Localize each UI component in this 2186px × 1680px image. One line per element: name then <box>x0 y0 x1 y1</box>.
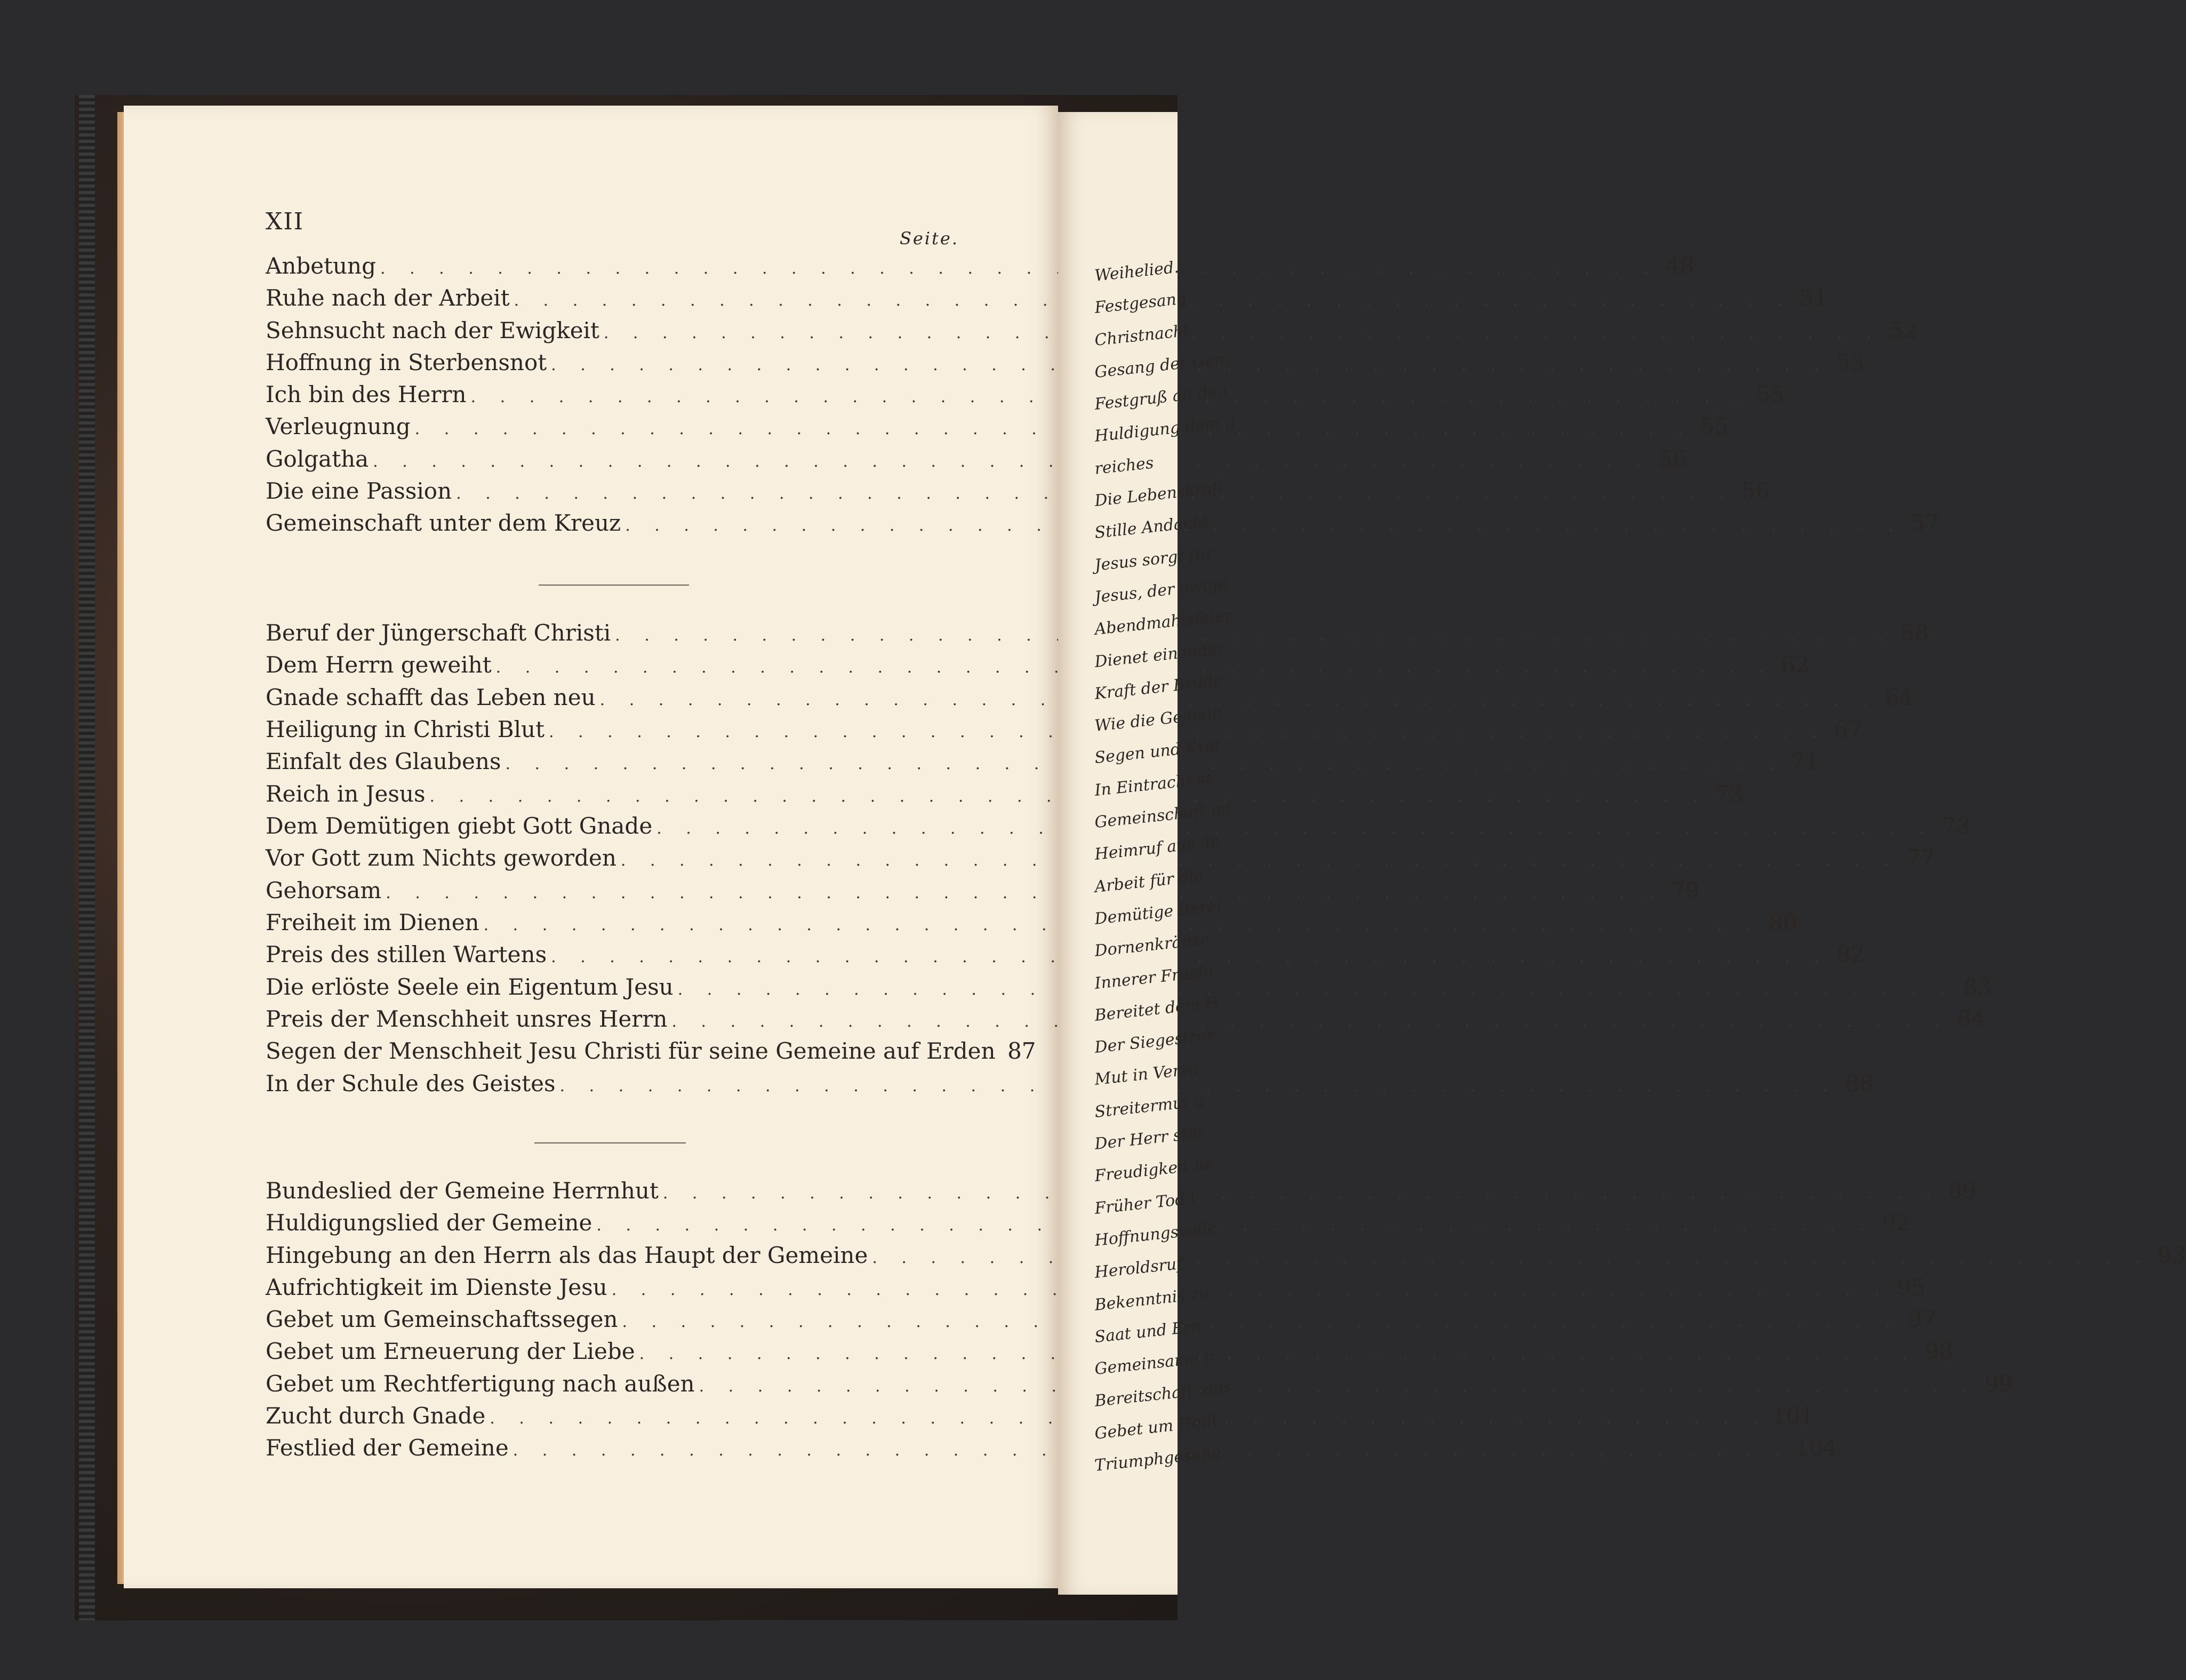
facing-page-line: In Eintracht st <box>1093 769 1213 800</box>
facing-page-line: Hoffnungsvolle <box>1093 1219 1218 1250</box>
facing-page-line: Gemeinschaft mi <box>1093 799 1232 833</box>
toc-entry-page: 73 <box>1715 780 1744 807</box>
facing-page-line: Der Herr stär <box>1093 1123 1206 1154</box>
toc-entry-page: 77 <box>1906 845 1935 871</box>
book-spine-edge <box>79 95 95 1620</box>
toc-entry-page: 80 <box>1768 909 1798 936</box>
toc-entry-page: 56 <box>1741 478 1770 505</box>
dot-leader <box>612 1281 1889 1299</box>
dot-leader <box>621 851 1899 870</box>
toc-entry-title: Bundeslied der Gemeine Herrnhut <box>266 1178 659 1204</box>
toc-entry-page: 98 <box>1924 1338 1953 1365</box>
toc-entry-title: Sehnsucht nach der Ewigkeit <box>266 317 599 343</box>
toc-entry-title: Anbetung <box>266 253 376 279</box>
dot-leader <box>656 819 1934 838</box>
dot-leader <box>373 452 1651 471</box>
facing-page-line: Kraft der Brude <box>1093 671 1224 703</box>
dot-leader <box>678 980 1956 999</box>
toc-entry-page: 93 <box>2157 1242 2186 1268</box>
toc-entry-page: 87 <box>1007 1038 1036 1065</box>
section-divider <box>534 1142 686 1143</box>
dot-leader <box>415 420 1693 438</box>
toc-entry-title: Ich bin des Herrn <box>266 381 467 408</box>
toc-entry-page: 53 <box>1836 349 1865 375</box>
facing-page-line: Jesus, der ewige <box>1093 574 1228 607</box>
toc-entry-title: Die erlöste Seele ein Eigentum Jesu <box>266 973 674 1000</box>
facing-page-line: reiches <box>1093 453 1155 478</box>
toc-entry-page: 48 <box>1665 253 1694 279</box>
toc-entry-title: Gemeinschaft unter dem Kreuz <box>266 510 621 537</box>
facing-page-line: Gesang der Gem <box>1093 349 1231 382</box>
facing-page-line: Segen und Kraf <box>1093 735 1222 768</box>
facing-page-line: Gemeinsame fr <box>1093 1347 1219 1379</box>
dot-leader <box>625 516 1903 535</box>
toc-entry-page: 52 <box>1889 317 1918 343</box>
facing-page-line: Früher Tod i <box>1093 1188 1196 1218</box>
toc-entry-title: Segen der Menschheit Jesu Christi für seine Gemeine auf Erden <box>266 1038 996 1065</box>
dot-leader <box>600 691 1878 709</box>
toc-entry-title: Beruf der Jüngerschaft Christi <box>266 620 611 646</box>
facing-page-line: Festgruß an den <box>1093 381 1228 414</box>
dot-leader <box>604 324 1881 342</box>
toc-entry-page: 58 <box>1900 620 1929 646</box>
dot-leader <box>386 884 1663 902</box>
facing-page-line: Der Siegestrar <box>1093 1026 1215 1058</box>
toc-entry-title: In der Schule des Geistes <box>266 1070 556 1097</box>
toc-entry <box>266 1038 1036 1070</box>
toc-entry-title: Gebet um Gemeinschaftssegen <box>266 1306 618 1333</box>
toc-entry-title: Hingebung an den Herrn als das Haupt der Gemeine <box>266 1242 868 1268</box>
page-number: XII <box>266 208 305 235</box>
facing-page-line: Saat und Ern <box>1093 1316 1203 1347</box>
toc-entry-title: Gnade schafft das Leben neu <box>266 684 596 710</box>
facing-page-line: Wie die Gemein <box>1093 703 1223 736</box>
dot-leader <box>615 626 1893 645</box>
toc-entry-title: Gehorsam <box>266 877 382 903</box>
toc-entry-page: 62 <box>1781 652 1810 678</box>
toc-entry-page: 57 <box>1910 510 1939 537</box>
facing-page-line: Mut in Versu <box>1093 1060 1200 1090</box>
facing-page-line: Demütige Berei <box>1093 897 1223 929</box>
toc-entry-title: Verleugnung <box>266 413 411 440</box>
facing-page-line: Jesus sorgt für <box>1093 543 1214 575</box>
toc-entry-title: Ruhe nach der Arbeit <box>266 285 510 311</box>
toc-entry-title: Huldigungslied der Gemeine <box>266 1210 592 1236</box>
facing-page-line: Christnacht <box>1093 321 1191 350</box>
dot-leader <box>671 1012 1949 1031</box>
facing-page-line: Triumphgesang <box>1093 1443 1223 1475</box>
toc-entry-title: Zucht durch Gnade <box>266 1403 486 1429</box>
toc-entry-page: 92 <box>1881 1210 1911 1236</box>
facing-page-line: Festgesang <box>1093 289 1188 318</box>
toc-entry-title: Hoffnung in Sterbensnot <box>266 349 547 375</box>
facing-page-line: Dienet einander <box>1093 639 1226 671</box>
toc-entry-title: Dem Herrn geweiht <box>266 652 492 678</box>
toc-entry-title: Festlied der Gemeine <box>266 1435 509 1461</box>
toc-entry-page: 79 <box>1671 877 1700 903</box>
toc-entry-page: 67 <box>1834 716 1863 743</box>
dot-leader <box>639 1345 1917 1363</box>
toc-entry-page: 89 <box>1948 1178 1977 1204</box>
toc-entry-page: 84 <box>1957 1006 1986 1033</box>
toc-entry-title: Die eine Passion <box>266 478 452 505</box>
dot-leader <box>699 1377 1977 1396</box>
toc-entry-page: 64 <box>1885 684 1914 710</box>
toc-entry-title: Reich in Jesus <box>266 780 426 807</box>
toc-entry-title: Preis der Menschheit unsres Herrn <box>266 1006 668 1033</box>
toc-entry-title: Aufrichtigkeit im Dienste Jesu <box>266 1274 607 1300</box>
dot-leader <box>380 259 1658 278</box>
facing-page-line: Die Lebenskraft <box>1093 478 1226 511</box>
facing-page-line: Bekenntnis zu <box>1093 1284 1210 1315</box>
toc-entry-title: Einfalt des Glaubens <box>266 748 501 775</box>
toc-entry-title: Heiligung in Christi Blut <box>266 716 545 743</box>
toc-entry-title: Freiheit im Dienen <box>266 909 479 936</box>
facing-page-line: Streitermut u <box>1093 1091 1206 1122</box>
facing-page-line: Bereitschaft, das <box>1093 1378 1232 1411</box>
toc-entry-page: 51 <box>1799 285 1828 311</box>
facing-page-line: Stille Andacht. <box>1093 511 1215 543</box>
dot-leader <box>622 1313 1900 1331</box>
toc-entry-page: 97 <box>1907 1306 1936 1333</box>
toc-entry-page: 55 <box>1756 381 1785 408</box>
facing-page-line: Gebet um Heili <box>1093 1411 1218 1443</box>
toc-entry-page: 101 <box>1772 1403 1815 1429</box>
toc-entry-page: 83 <box>1963 973 1992 1000</box>
dot-leader <box>663 1184 1941 1203</box>
toc-entry-page: 99 <box>1984 1370 2013 1397</box>
toc-entry-title: Gebet um Rechtfertigung nach außen <box>266 1370 695 1397</box>
toc-entry-title: Golgatha <box>266 445 369 472</box>
toc-entry-page: 55 <box>1700 413 1729 440</box>
toc-entry-title: Preis des stillen Wartens <box>266 941 547 968</box>
facing-page-line: Innerer Friede <box>1093 962 1214 993</box>
facing-page-line: Arbeit für die <box>1093 866 1205 897</box>
facing-page-line: Freudigkeit be <box>1093 1155 1215 1186</box>
column-header: Seite. <box>899 228 959 249</box>
facing-page-line: Dornenkränze <box>1093 930 1211 961</box>
toc-entry-page: 56 <box>1658 445 1687 472</box>
toc-entry-page: 88 <box>1845 1070 1874 1097</box>
toc-entry-page: 71 <box>1790 748 1820 775</box>
toc-entry-title: Dem Demütigen giebt Gott Gnade <box>266 813 653 839</box>
toc-entry-page: 73 <box>1942 813 1971 839</box>
section-divider <box>539 585 689 586</box>
facing-page-line: Huldigung dem g <box>1093 412 1236 446</box>
facing-page-line: Weihelied. <box>1093 258 1180 285</box>
toc-entry-page: 82 <box>1836 941 1865 968</box>
facing-page-line: Abendmahlsfeier <box>1093 606 1233 639</box>
facing-page-line: Bereitet dem H <box>1093 993 1220 1025</box>
toc-entry-page: 95 <box>1896 1274 1926 1300</box>
toc-entry-title: Gebet um Erneuerung der Liebe <box>266 1338 635 1365</box>
toc-entry-page: 104 <box>1795 1435 1838 1461</box>
facing-page-line: Heimruf aus de <box>1093 832 1221 865</box>
toc-entry-title: Vor Gott zum Nichts geworden <box>266 845 616 871</box>
facing-page-fragments <box>1093 258 1237 1489</box>
facing-page-line: Heroldsruf <box>1093 1254 1183 1283</box>
